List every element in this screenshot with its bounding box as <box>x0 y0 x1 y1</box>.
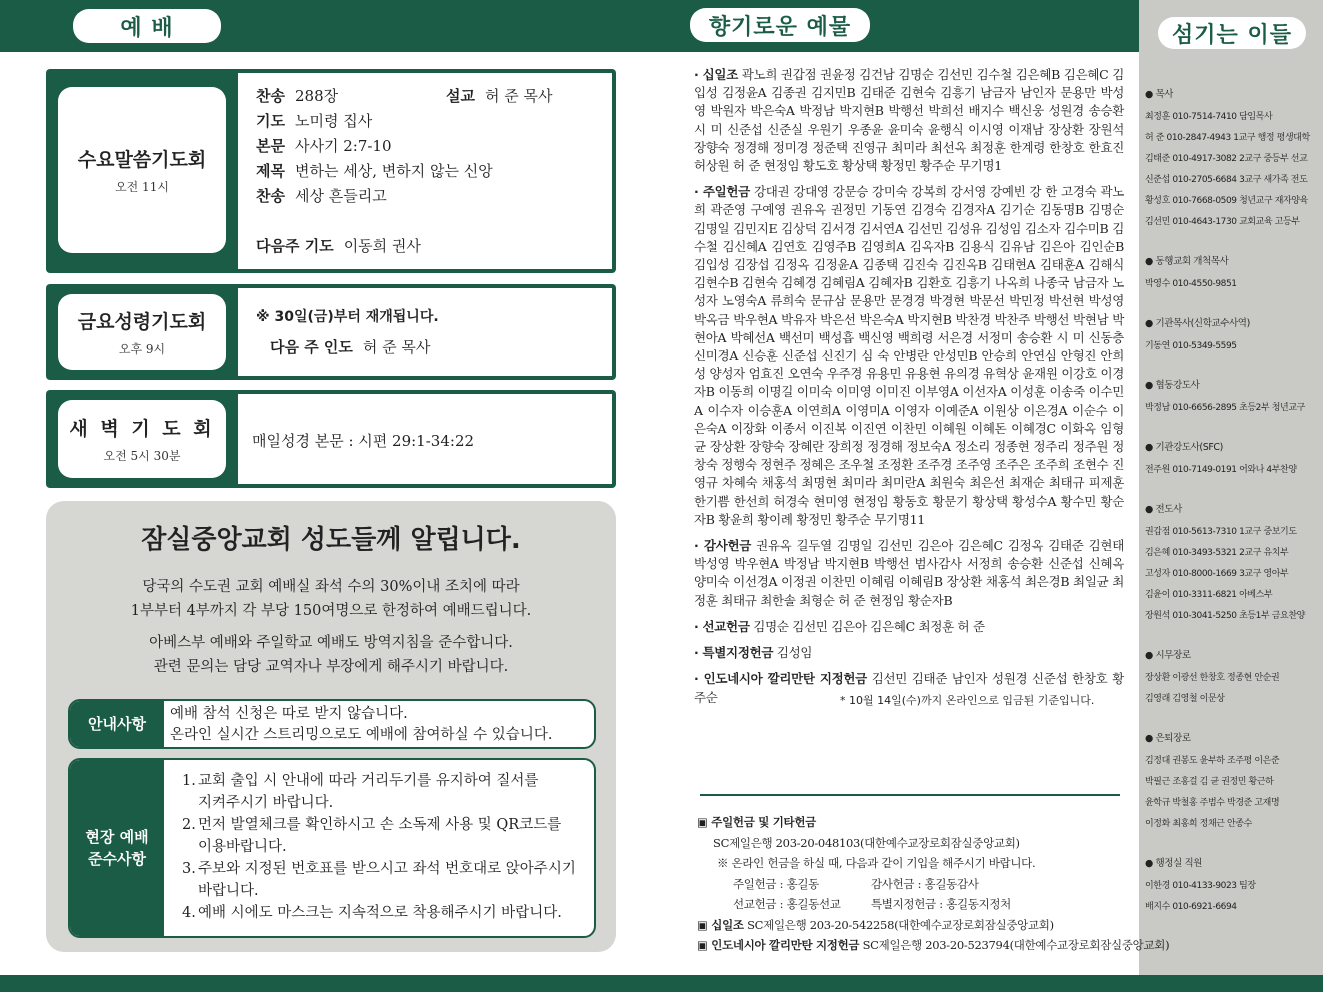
rule-item: 3. 주보와 지정된 번호표를 받으시고 좌석 번호대로 앉아주시기 바랍니다. <box>182 861 576 899</box>
friday-service-box <box>46 284 616 380</box>
hymn-row: 찬송 288장 <box>256 87 339 105</box>
rule-item: 1. 교회 출입 시 안내에 따라 거리두기를 유지하여 질서를 지켜주시기 바랍니다. <box>182 773 539 811</box>
theme-row: 제목 변하는 세상, 변하지 않는 신앙 <box>256 162 493 180</box>
wednesday-time: 오전 11시 <box>115 180 169 194</box>
staff-group: ● 협동강도사 박정남 010-6656-2895 초등2부 청년교구 <box>1145 380 1305 413</box>
sermon-row: 설교 허 준 목사 <box>446 87 553 105</box>
worship-header: 예 배 <box>73 9 221 43</box>
dawn-details <box>238 394 612 484</box>
rule-item: 2. 먼저 발열체크를 확인하시고 손 소독제 사용 및 QR코드를 이용바랍니다. <box>182 817 562 855</box>
bank-info: ▣ 주일헌금 및 기타헌금 SC제일은행 203-20-048103(대한예수교장로회잠실중앙교회) ※ 온라인 헌금을 하실 때, 다음과 같이 기입을 해주시기 바랍니다. 주일헌금 : 홍길동 감사헌금 : 홍길동감사 선교헌금 : 홍길동선교 특별지정헌금 : 홍길동지정처 ▣ 십일조 SC제일은행 203-20-542258(대한예수교장로회잠실중앙교회) ▣ 인도네시아 깔리만탄 지정헌금 SC제일은행 203-20-523794(대한예수교장로회잠실중앙교회) <box>697 815 1170 952</box>
friday-resume: ※ 30일(금)부터 재개됩니다. <box>256 309 439 325</box>
wednesday-label <box>58 87 226 253</box>
staff-group: ● 전도사 권갑점 010-5613-7310 1교구 중보기도 김은혜 010-3493-5321 2교구 유치부 고성자 010-8000-1669 3교구 영아부 김윤이 010-3311-6821 아베스부 장원석 010-3041-5250 초등1부 금요찬양 <box>1145 504 1305 621</box>
staff-group: ● 기관강도사(SFC) 전주원 010-7149-0191 어와나 4부찬양 <box>1145 442 1297 475</box>
staff-list <box>1145 86 1320 938</box>
offering-special: · 특별지정헌금 김성임 <box>694 645 813 661</box>
staff-group: ● 은퇴장로 김정대 권봉도 윤부하 조주평 이은준 박필근 조홍걸 김 균 권정민 황근하 윤학규 박철홍 주범수 박경준 고재명 이정화 최홍희 정채근 안종수 <box>1145 733 1280 829</box>
notice-paragraph-1: 당국의 수도권 교회 예배실 좌석 수의 30%이내 조치에 따라 1부부터 4부까지 각 부당 150여명으로 한정하여 예배드립니다. <box>130 579 532 619</box>
dawn-label <box>58 400 226 478</box>
staff-header: 섬기는 이들 <box>1158 17 1306 49</box>
notice-paragraph-2: 아베스부 예배와 주일학교 예배도 방역지침을 준수합니다. 관련 문의는 담당 교역자나 부장에게 해주시기 바랍니다. <box>149 635 513 675</box>
rules-tag: 현장 예배 준수사항 <box>70 760 164 936</box>
friday-label <box>58 294 226 370</box>
friday-title: 금요성령기도회 <box>77 311 207 333</box>
divider <box>700 794 1120 796</box>
info-tag: 안내사항 <box>70 701 164 747</box>
offering-sunday: · 주일헌금 강대권 강대영 강문승 강미숙 강복희 강서영 강예빈 강 한 고경숙 곽노희 곽준영 구예영 권유옥 권정민 기동연 김경숙 김경자A 김기순 김동명B 김명순 김명일 김민지E 김상덕 김서경 김서연A 김선민 김성유 김성임 김소자 김수미B 김수철 김신혜A 김연호 김영주B 김영희A 김옥자B 김용식 김유남 김은아 김인순B 김입성 김장섭 김정옥 김정윤A 김종택 김진숙 김진옥B 김태현A 김태훈A 김해식 김현수B 김현숙 김혜경 김혜림A 김혜자B 김환호 김흥기 나옥희 나종국 남금자 노성자 노영숙A 류희숙 문규삼 문용만 문경경 박경현 박문선 박민정 박선현 박성영 박옥금 박우현A 박유자 박은선 박은숙A 박지현B 박찬경 박찬주 박행선 박현남 박현아A 박혜선A 백선미 백성흡 백신영 백희령 서은경 서정미 송승환 시 미 신동층 신미경A 신승훈 신준섭 신진기 심 숙 안병란 안성민B 안승희 안연심 안형진 안희성 양성자 엄효진 오연숙 우주경 유용민 유용현 유의경 유혁상 윤재원 이강호 이경자B 이동희 이명길 이미숙 이미영 이미진 이부영A 이선자A 이성훈 이송죽 이수민A 이수자 이승훈A 이연희A 이영미A 이영자 이예준A 이원상 이은경A 이순수 이은숙A 이장화 이종서 이진복 이진연 이찬민 이혜원 이혜돈 이혜경C 이화옥 임형균 장상환 장향숙 장혜란 장희정 정경해 정보숙A 정소리 정종현 정주리 정주원 정창숙 정행숙 정현주 정혜은 조우철 조정환 조주경 조주영 조주은 조주희 조현수 진영규 차혜숙 채홍석 최명현 최미라 최미란A 최원숙 최은선 최재순 최태규 피제훈 한기쁨 한선희 허경숙 현미영 현정임 황동호 황문기 황상택 황성수A 황수민 황순자B 황윤희 황이례 황정민 황주순 무기명11 <box>694 184 1124 527</box>
prayer-row: 기도 노미령 집사 <box>256 112 373 130</box>
friday-time: 오후 9시 <box>118 342 166 356</box>
friday-leader-row: 다음 주 인도 허 준 목사 <box>270 338 431 356</box>
friday-details <box>238 288 612 376</box>
bottom-bar <box>0 975 1323 992</box>
wednesday-service-box <box>46 69 616 273</box>
offering-note: * 10월 14일(수)까지 온라인으로 입금된 기준입니다. <box>840 694 1095 707</box>
next-prayer-row: 다음주 기도 이동희 권사 <box>256 237 421 255</box>
wednesday-details <box>238 73 612 269</box>
notice-title: 잠실중앙교회 성도들께 알립니다. <box>141 525 521 555</box>
staff-group: ● 동행교회 개척목사 박영수 010-4550-9851 <box>1145 256 1237 289</box>
offering-mission: · 선교헌금 김명순 김선민 김은아 김은혜C 최정훈 허 준 <box>694 618 985 634</box>
staff-group: ● 목사 최정훈 010-7514-7410 담임목사 허 준 010-2847-4943 1교구 행정 평생대학 김태준 010-4917-3082 2교구 중등부 선교 신준섭 010-2705-6684 3교구 새가족 전도 황성호 010-7668-0509 청년교구 재자양육 김선민 010-4643-1730 교회교육 고등부 <box>1145 89 1310 227</box>
text-row: 본문 사사기 2:7-10 <box>256 137 392 155</box>
staff-group: ● 시무장로 장상환 이광선 한창호 정종현 안순권 김영래 김영철 이문상 <box>1145 650 1280 704</box>
rule-item: 4. 예배 시에도 마스크는 지속적으로 착용해주시기 바랍니다. <box>182 905 562 921</box>
dawn-service-box <box>46 390 616 488</box>
offering-thanks: · 감사헌금 권유옥 길두열 김명일 김선민 김은아 김은혜C 김정옥 김태준 김현태 박성영 박우현A 박정남 박지현B 박행선 범사감사 서정희 송승환 신준섭 신혜옥 양미숙 이선경A 이정권 이찬민 이혜림 이혜림B 장상환 채홍석 최은경B 최일균 최정훈 최태규 최한솔 최형순 허 준 현정임 황순자B <box>694 538 1124 608</box>
staff-group: ● 기관목사(신학교수사역) 기동연 010-5349-5595 <box>1145 318 1250 351</box>
offering-header: 향기로운 예물 <box>690 8 870 42</box>
notice-panel <box>46 501 616 952</box>
offering-indonesia: · 인도네시아 깔리만탄 지정헌금 김선민 김태준 남인자 성원경 신준섭 한창호 황주순 <box>694 671 1124 705</box>
rules-list <box>182 770 588 924</box>
offerings-list <box>694 66 1124 715</box>
info-box <box>68 699 596 749</box>
hymn2-row: 찬송 세상 흔들리고 <box>256 187 387 205</box>
wednesday-title: 수요말씀기도회 <box>77 149 207 171</box>
dawn-title: 새 벽 기 도 회 <box>69 418 215 440</box>
dawn-time: 오전 5시 30분 <box>103 449 181 463</box>
offering-tithe: · 십일조 곽노희 권갑점 권윤정 김건남 김명순 김선민 김수철 김은혜B 김은혜C 김입성 김정윤A 김종권 김지민B 김태준 김현숙 김흥기 남금자 남인자 문용만 박성영 박원자 박은숙A 박정남 박지현B 박행선 박희선 배지수 백신웅 성원경 송승환 시 미 신준섭 신준실 우원기 우종윤 윤미숙 윤행식 이시영 이재남 장상환 장원석 장향숙 정경해 정미경 정준택 진영규 최미라 최선옥 최정훈 한계령 한창호 한효진 허상원 허 준 현정임 황도호 황상택 황정민 황주순 무기명1 <box>694 67 1124 174</box>
rules-box <box>68 758 596 938</box>
staff-group: ● 행정실 직원 이한경 010-4133-9023 팀장 배지수 010-6921-6694 <box>1145 858 1256 912</box>
info-text: 예배 참석 신청은 따로 받지 않습니다. 온라인 실시간 스트리밍으로도 예배에 참여하실 수 있습니다. <box>170 706 553 743</box>
dawn-reading: 매일성경 본문 : 시편 29:1-34:22 <box>252 432 475 450</box>
